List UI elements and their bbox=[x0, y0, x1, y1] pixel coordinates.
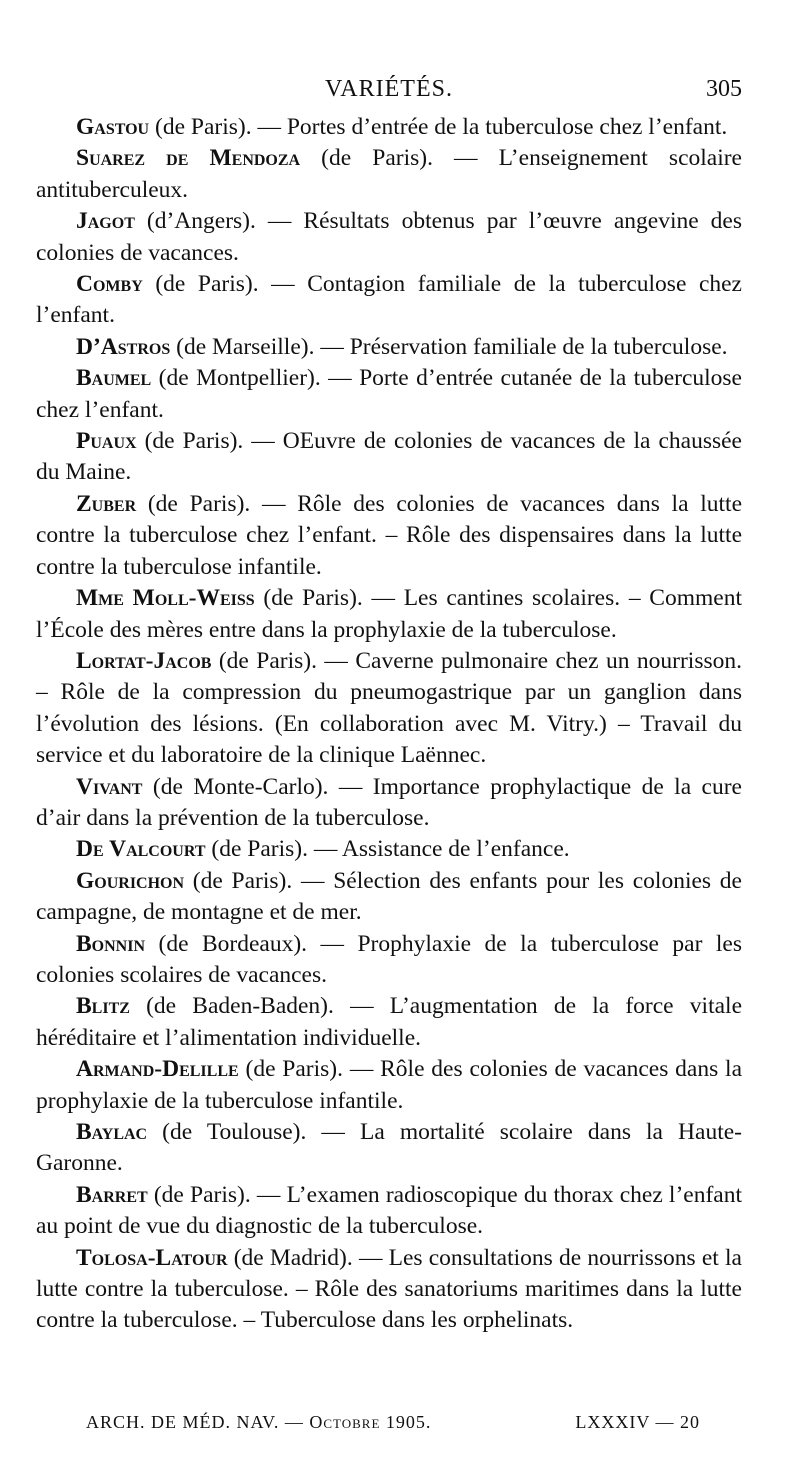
entry-author: Gastou bbox=[76, 114, 150, 140]
entry bbox=[36, 1054, 742, 1117]
entry-text: (de Paris). — Rôle des colonies de vacances dans la lutte contre la tuberculose chez l’enfant. – Rôle des dispensaires dans la lutte contre la tuberculose infantile. bbox=[36, 490, 742, 580]
entry-text: (de Paris). — Les cantines scolaires. – Comment l’École des mères entre dans la prophylaxie de la tuberculose. bbox=[36, 585, 742, 643]
entry bbox=[36, 583, 742, 646]
entry bbox=[36, 143, 742, 206]
page-header bbox=[36, 70, 742, 106]
entry-author: D’Astros bbox=[76, 333, 171, 360]
entry bbox=[36, 991, 742, 1054]
entry bbox=[36, 489, 742, 583]
entry-text: (de Paris). — Assistance de l’enfance. bbox=[205, 836, 570, 863]
entry-text: (de Montpellier). — Porte d’entrée cutanée de la tuberculose chez l’enfant. bbox=[36, 365, 742, 423]
entry-text: (de Paris). — Sélection des enfants pour les colonies de campagne, de montagne et de mer. bbox=[36, 867, 742, 926]
entry-author: Armand-Delille bbox=[76, 1056, 239, 1083]
entry-author: Baylac bbox=[76, 1119, 148, 1145]
entry bbox=[36, 646, 742, 772]
entry bbox=[36, 206, 742, 269]
entry-author: Vivant bbox=[76, 773, 143, 800]
entry-text: (de Paris). — OEuvre de colonies de vacances de la chaussée du Maine. bbox=[36, 428, 742, 486]
running-title: VARIÉTÉS. bbox=[325, 76, 453, 102]
entry-author: Bonnin bbox=[76, 930, 146, 957]
entry bbox=[36, 929, 742, 992]
entry-text: (de Marseille). — Préservation familiale de la tuberculose. bbox=[170, 333, 728, 360]
entry bbox=[36, 866, 742, 929]
journal-citation: ARCH. DE MÉD. NAV. — Octobre 1905. bbox=[86, 1412, 432, 1432]
entry-text: (de Paris). — Contagion familiale de la tuberculose chez l’enfant. bbox=[36, 271, 742, 329]
entry-text: (de Madrid). — Les consultations de nourrissons et la lutte contre la tuberculose. – Rôle des sanatoriums maritimes dans la lutte contre la tuberculose. – Tuberculose dans les orphelinats. bbox=[36, 1244, 742, 1334]
entry-author: Gourichon bbox=[76, 867, 185, 894]
entry-text: (de Paris). — Caverne pulmonaire chez un nourrisson. – Rôle de la compression du pneumogastrique par un ganglion dans l’évolution des lésions. (En collaboration avec M. Vitry.) – Travail du service et du laboratoire de la clinique Laënnec. bbox=[36, 647, 742, 769]
entry bbox=[36, 332, 742, 363]
entry-author: Blitz bbox=[76, 993, 130, 1020]
entry bbox=[36, 834, 742, 865]
entry-text: (de Bordeaux). — Prophylaxie de la tuberculose par les colonies scolaires de vacances. bbox=[36, 930, 742, 988]
entry bbox=[36, 426, 742, 489]
entry-text: (d’Angers). — Résultats obtenus par l’œuvre angevine des colonies de vacances. bbox=[36, 208, 742, 266]
entry bbox=[36, 772, 742, 835]
entry-text: (de Paris). — Portes d’entrée de la tuberculose chez l’enfant. bbox=[149, 114, 728, 140]
signature-mark: LXXXIV — 20 bbox=[575, 1412, 700, 1432]
entry-author: Suarez de Mendoza bbox=[76, 145, 301, 172]
entry-text: (de Baden-Baden). — L’augmentation de la force vitale héréditaire et l’alimentation individuelle. bbox=[36, 993, 742, 1051]
entry bbox=[36, 363, 742, 426]
entry-text: (de Paris). — Rôle des colonies de vacances dans la prophylaxie de la tuberculose infantile. bbox=[36, 1056, 742, 1114]
entry-text: (de Monte-Carlo). — Importance prophylactique de la cure d’air dans la prévention de la tuberculose. bbox=[36, 773, 742, 831]
entry-author: Puaux bbox=[76, 428, 137, 455]
entry-author: Baumel bbox=[76, 365, 152, 392]
entry bbox=[36, 1117, 742, 1180]
entry-author: Zuber bbox=[76, 490, 137, 517]
entry-author: Mme Moll-Weiss bbox=[76, 585, 255, 612]
entry bbox=[36, 112, 742, 143]
page-number: 305 bbox=[706, 76, 742, 102]
entry-author: De Valcourt bbox=[76, 836, 206, 863]
entry-text: (de Paris). — L’examen radioscopique du thorax chez l’enfant au point de vue du diagnostic de la tuberculose. bbox=[36, 1181, 742, 1240]
entry bbox=[36, 1180, 742, 1243]
entry bbox=[36, 269, 742, 332]
entry-author: Lortat-Jacob bbox=[76, 647, 212, 674]
entry-text: (de Toulouse). — La mortalité scolaire dans la Haute-Garonne. bbox=[36, 1119, 742, 1177]
entry-author: Barret bbox=[76, 1181, 148, 1208]
bibliography-list bbox=[36, 112, 742, 1337]
entry bbox=[36, 1243, 742, 1337]
entry-author: Comby bbox=[76, 271, 143, 298]
entry-author: Jagot bbox=[76, 208, 135, 235]
entry-author: Tolosa-Latour bbox=[76, 1244, 228, 1271]
entry-text: (de Paris). — L’enseignement scolaire antituberculeux. bbox=[36, 145, 742, 203]
